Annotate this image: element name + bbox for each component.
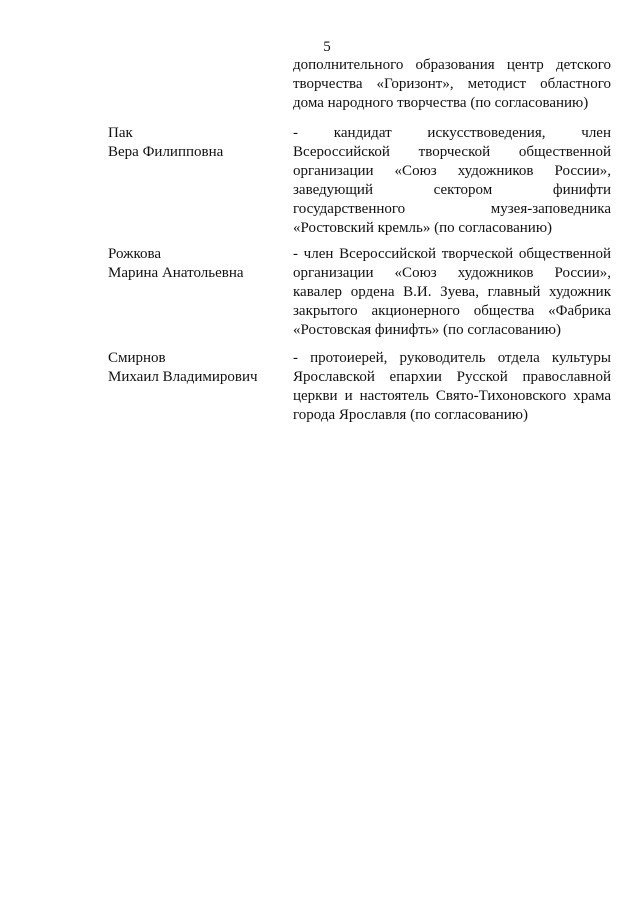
member-given-names: Вера Филипповна: [108, 144, 224, 160]
member-surname: Пак: [108, 125, 133, 141]
description-line: - член Всероссийской творческой общественной: [293, 246, 611, 262]
description-line: организации «Союз художников России»,: [293, 265, 611, 281]
description-line: дома народного творчества (по согласованию): [293, 95, 589, 111]
description-line: - кандидат искусствоведения, член: [293, 125, 611, 141]
member-surname: Смирнов: [108, 350, 166, 366]
member-given-names: Марина Анатольевна: [108, 265, 244, 281]
page-number: 5: [323, 39, 331, 55]
description-line: церкви и настоятель Свято-Тихоновского храма: [293, 388, 611, 404]
description-line: заведующий сектором финифти: [293, 182, 611, 198]
description-line: «Ростовская финифть» (по согласованию): [293, 322, 561, 338]
member-name: [108, 124, 283, 162]
description-line: - протоиерей, руководитель отдела культуры: [293, 350, 611, 366]
member-name: [108, 245, 283, 283]
description-line: организации «Союз художников России»,: [293, 163, 611, 179]
description-line: «Ростовский кремль» (по согласованию): [293, 220, 553, 236]
member-given-names: Михаил Владимирович: [108, 369, 258, 385]
member-surname: Рожкова: [108, 246, 162, 262]
description-line: дополнительного образования центр детского: [293, 57, 611, 73]
description-line: государственного музея-заповедника: [293, 201, 611, 217]
description-line: творчества «Горизонт», методист областного: [293, 76, 611, 92]
description-line: Ярославской епархии Русской православной: [293, 369, 611, 385]
description-line: закрытого акционерного общества «Фабрика: [293, 303, 611, 319]
description-line: города Ярославля (по согласованию): [293, 407, 529, 423]
member-name: [108, 349, 283, 387]
description-line: Всероссийской творческой общественной: [293, 144, 611, 160]
description-line: кавалер ордена В.И. Зуева, главный художник: [293, 284, 611, 300]
